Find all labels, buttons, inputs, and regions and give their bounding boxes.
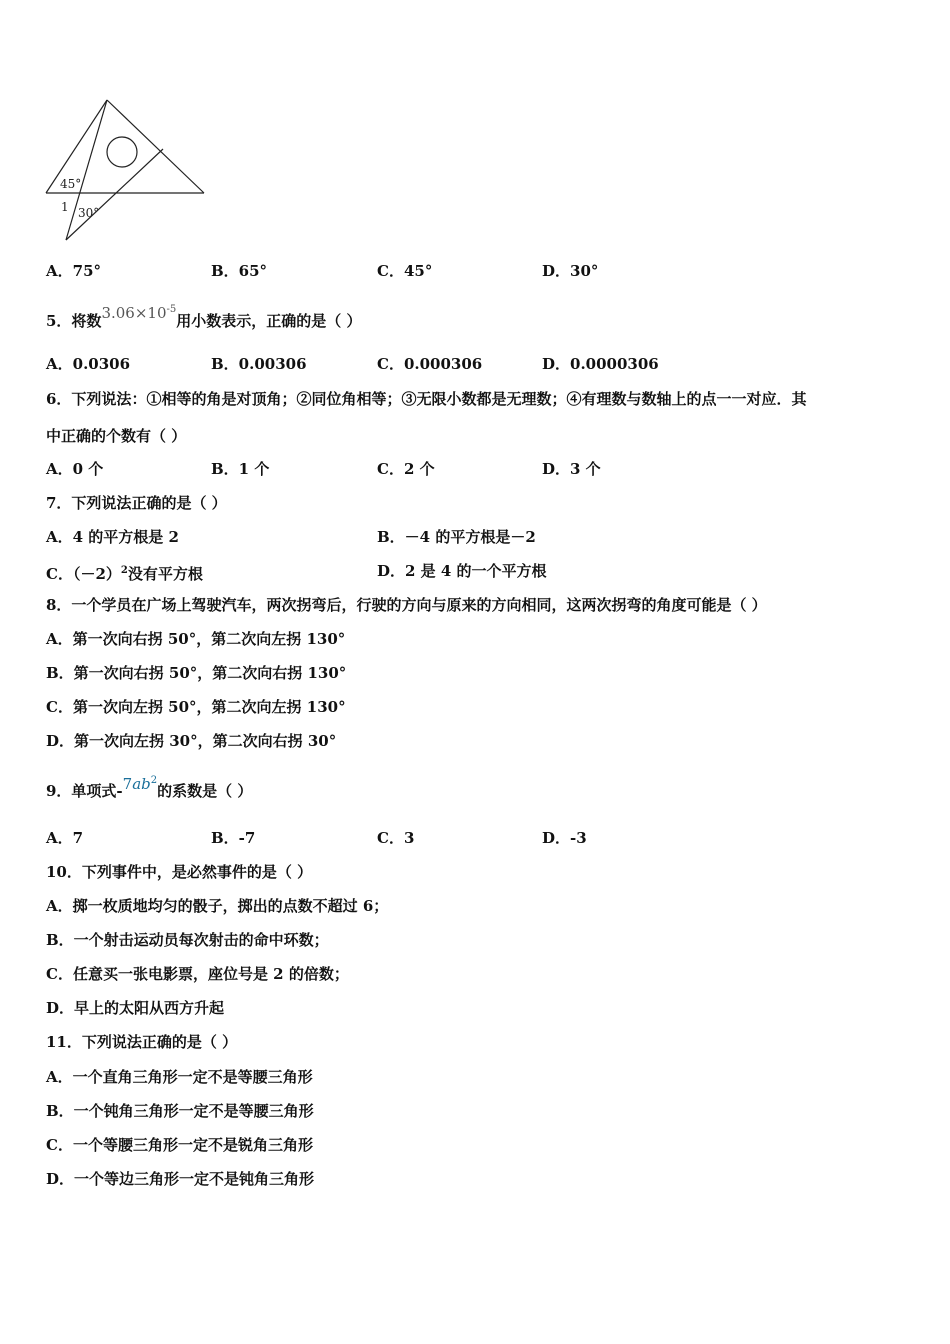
q9-exponent: 2 [150, 775, 158, 786]
q9-variables: ab [132, 775, 151, 793]
q5-option-b: B．0.00306 [211, 355, 307, 373]
q5-number-mantissa: 3.06×10 [101, 304, 167, 322]
q8-option-d: D．第一次向左拐 30°，第二次向右拐 30° [46, 732, 337, 750]
q8-option-b: B．第一次向右拐 50°，第二次向右拐 130° [46, 664, 347, 682]
angle-1-label: 1 [61, 200, 69, 214]
q5-stem [46, 304, 362, 331]
angle-45-label: 45° [60, 177, 82, 191]
q10-stem: 10．下列事件中，是必然事件的是（ ） [46, 863, 313, 881]
q8-stem: 8．一个学员在广场上驾驶汽车，两次拐弯后，行驶的方向与原来的方向相同，这两次拐弯的角度可能是（ ） [46, 596, 767, 614]
q8-option-a: A．第一次向右拐 50°，第二次向左拐 130° [46, 630, 346, 648]
q11-option-b: B．一个钝角三角形一定不是等腰三角形 [46, 1102, 314, 1120]
q4-option-a: A．75° [46, 262, 102, 280]
q6-stem-line1: 6．下列说法：①相等的角是对顶角；②同位角相等；③无限小数都是无理数；④有理数与数轴上的点一一对应．其 [46, 390, 807, 408]
q9-prefix: 9．单项式- [46, 782, 123, 800]
q5-number-exponent: -5 [166, 304, 177, 315]
q10-option-b: B．一个射击运动员每次射击的命中环数； [46, 931, 329, 949]
q7-option-d: D．2 是 4 的一个平方根 [377, 562, 547, 580]
q10-option-c: C．任意买一张电影票，座位号是 2 的倍数； [46, 965, 349, 983]
q7-option-c-exponent: 2 [120, 565, 128, 576]
q7-option-a: A．4 的平方根是 2 [46, 528, 179, 546]
q4-option-c: C．45° [377, 262, 433, 280]
q5-suffix: 用小数表示，正确的是（ ） [176, 312, 362, 330]
triangle-diagram [40, 92, 215, 247]
q6-option-c: C．2 个 [377, 460, 435, 478]
q11-option-d: D．一个等边三角形一定不是钝角三角形 [46, 1170, 315, 1188]
q11-option-c: C．一个等腰三角形一定不是锐角三角形 [46, 1136, 313, 1154]
q5-option-a: A．0.0306 [46, 355, 131, 373]
q6-option-d: D．3 个 [542, 460, 601, 478]
q4-option-d: D．30° [542, 262, 599, 280]
q6-option-b: B．1 个 [211, 460, 270, 478]
q7-stem: 7．下列说法正确的是（ ） [46, 494, 227, 512]
q10-option-a: A．掷一枚质地均匀的骰子，掷出的点数不超过 6； [46, 897, 389, 915]
q9-option-a: A．7 [46, 829, 84, 847]
q4-option-b: B．65° [211, 262, 268, 280]
q5-option-c: C．0.000306 [377, 355, 483, 373]
angle-30-label: 30° [78, 206, 100, 220]
q6-stem-line2: 中正确的个数有（ ） [46, 427, 187, 445]
q9-option-b: B．-7 [211, 829, 256, 847]
q9-option-d: D．-3 [542, 829, 587, 847]
q9-option-c: C．3 [377, 829, 415, 847]
q5-prefix: 5．将数 [46, 312, 102, 330]
q7-option-c-suffix: 没有平方根 [127, 565, 203, 583]
q7-option-c [46, 561, 203, 584]
q5-option-d: D．0.0000306 [542, 355, 659, 373]
q11-option-a: A．一个直角三角形一定不是等腰三角形 [46, 1068, 313, 1086]
q9-coefficient: 7 [122, 775, 133, 793]
q6-option-a: A．0 个 [46, 460, 104, 478]
q10-option-d: D．早上的太阳从西方升起 [46, 999, 225, 1017]
q7-option-c-prefix: C．（－2） [46, 565, 121, 583]
q9-stem [46, 775, 253, 801]
triangle-figure [40, 92, 215, 247]
q7-option-b: B．－4 的平方根是－2 [377, 528, 536, 546]
q8-option-c: C．第一次向左拐 50°，第二次向左拐 130° [46, 698, 346, 716]
q9-suffix: 的系数是（ ） [157, 782, 253, 800]
q11-stem: 11．下列说法正确的是（ ） [46, 1033, 238, 1051]
